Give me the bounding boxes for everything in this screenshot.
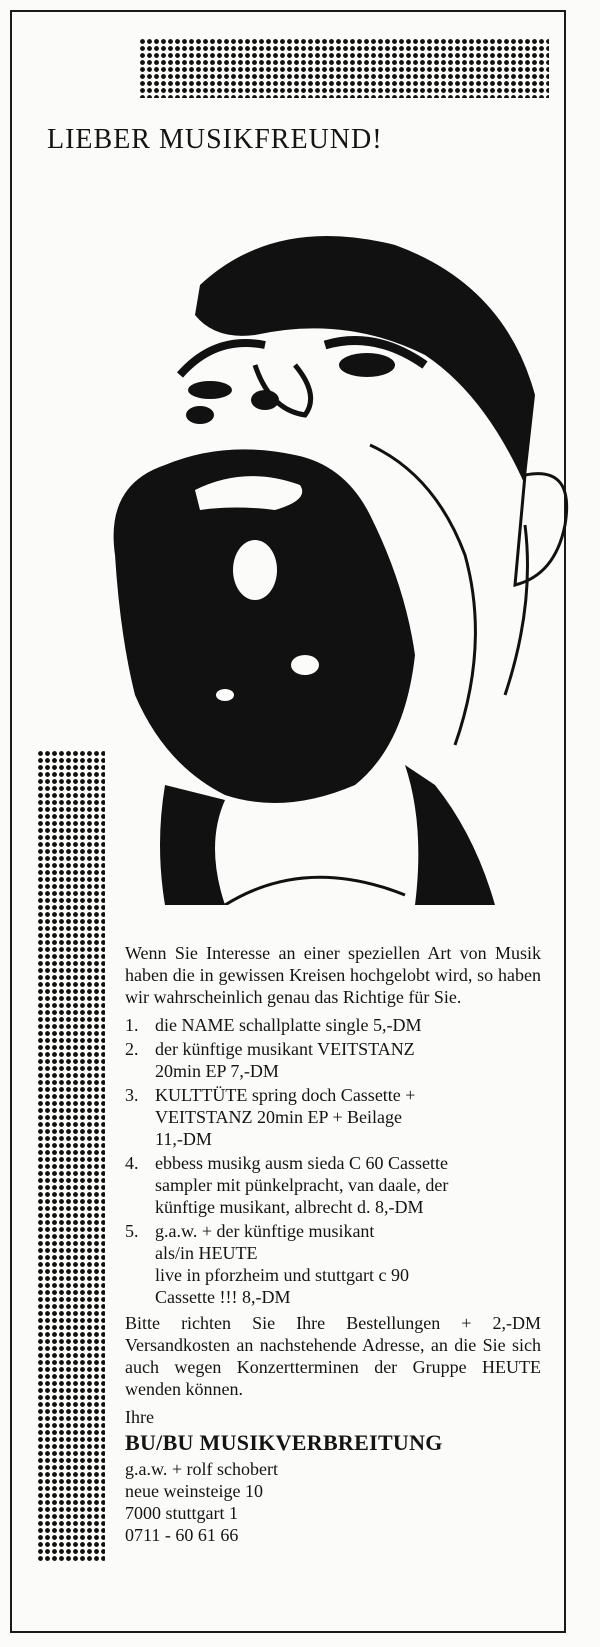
list-item (125, 1084, 541, 1150)
item-line: sampler mit pünkelpracht, van daale, der (155, 1175, 449, 1195)
company-name: BU/BU MUSIKVERBREITUNG (125, 1430, 443, 1455)
address-line: neue weinsteige 10 (125, 1481, 263, 1501)
headline: LIEBER MUSIKFREUND! (47, 124, 383, 155)
list-item (125, 1220, 541, 1308)
item-line: die NAME schallplatte single 5,-DM (155, 1015, 422, 1035)
item-line: live in pforzheim und stuttgart c 90 (155, 1265, 409, 1285)
checker-pattern-left (37, 750, 105, 1562)
item-number: 3. (125, 1085, 139, 1105)
list-item (125, 1152, 541, 1218)
item-line: 20min EP 7,-DM (155, 1061, 279, 1081)
screaming-face-photo (105, 225, 585, 905)
item-line: VEITSTANZ 20min EP + Beilage (155, 1107, 403, 1127)
item-line: der künftige musikant VEITSTANZ (155, 1039, 415, 1059)
list-item (125, 1014, 541, 1036)
address-line: 7000 stuttgart 1 (125, 1503, 238, 1523)
item-number: 4. (125, 1153, 139, 1173)
item-line: ebbess musikg ausm sieda C 60 Cassette (155, 1153, 448, 1173)
item-text (155, 1152, 541, 1218)
item-text (155, 1220, 541, 1308)
item-line: KULTTÜTE spring doch Cassette + (155, 1085, 416, 1105)
item-text (155, 1038, 541, 1082)
order-instructions: Bitte richten Sie Ihre Bestellungen + 2,-DM Versandkosten an nachstehende Adresse, an die Sie sich auch wegen Konzertterminen der Gruppe HEUTE wenden können. (125, 1313, 541, 1399)
item-line: 11,-DM (155, 1129, 212, 1149)
item-text (155, 1014, 541, 1036)
address-block (125, 1458, 541, 1546)
address-line: g.a.w. + rolf schobert (125, 1459, 278, 1479)
item-text (155, 1084, 541, 1150)
item-number: 5. (125, 1221, 139, 1241)
list-item (125, 1038, 541, 1082)
closing-text: Ihre (125, 1407, 154, 1427)
intro-text: Wenn Sie Interesse an einer speziellen Art von Musik haben die in gewissen Kreisen hochgelobt wird, so haben wir wahrscheinlich genau das Richtige für Sie. (125, 943, 541, 1007)
checker-pattern-top (139, 38, 549, 98)
item-line: Cassette !!! 8,-DM (155, 1287, 291, 1307)
item-line: künftige musikant, albrecht d. 8,-DM (155, 1197, 424, 1217)
item-number: 2. (125, 1039, 139, 1059)
product-list (125, 1014, 541, 1308)
item-line: als/in HEUTE (155, 1243, 258, 1263)
address-line: 0711 - 60 61 66 (125, 1525, 239, 1545)
item-number: 1. (125, 1015, 139, 1035)
ad-copy (125, 942, 541, 1546)
item-line: g.a.w. + der künftige musikant (155, 1221, 375, 1241)
